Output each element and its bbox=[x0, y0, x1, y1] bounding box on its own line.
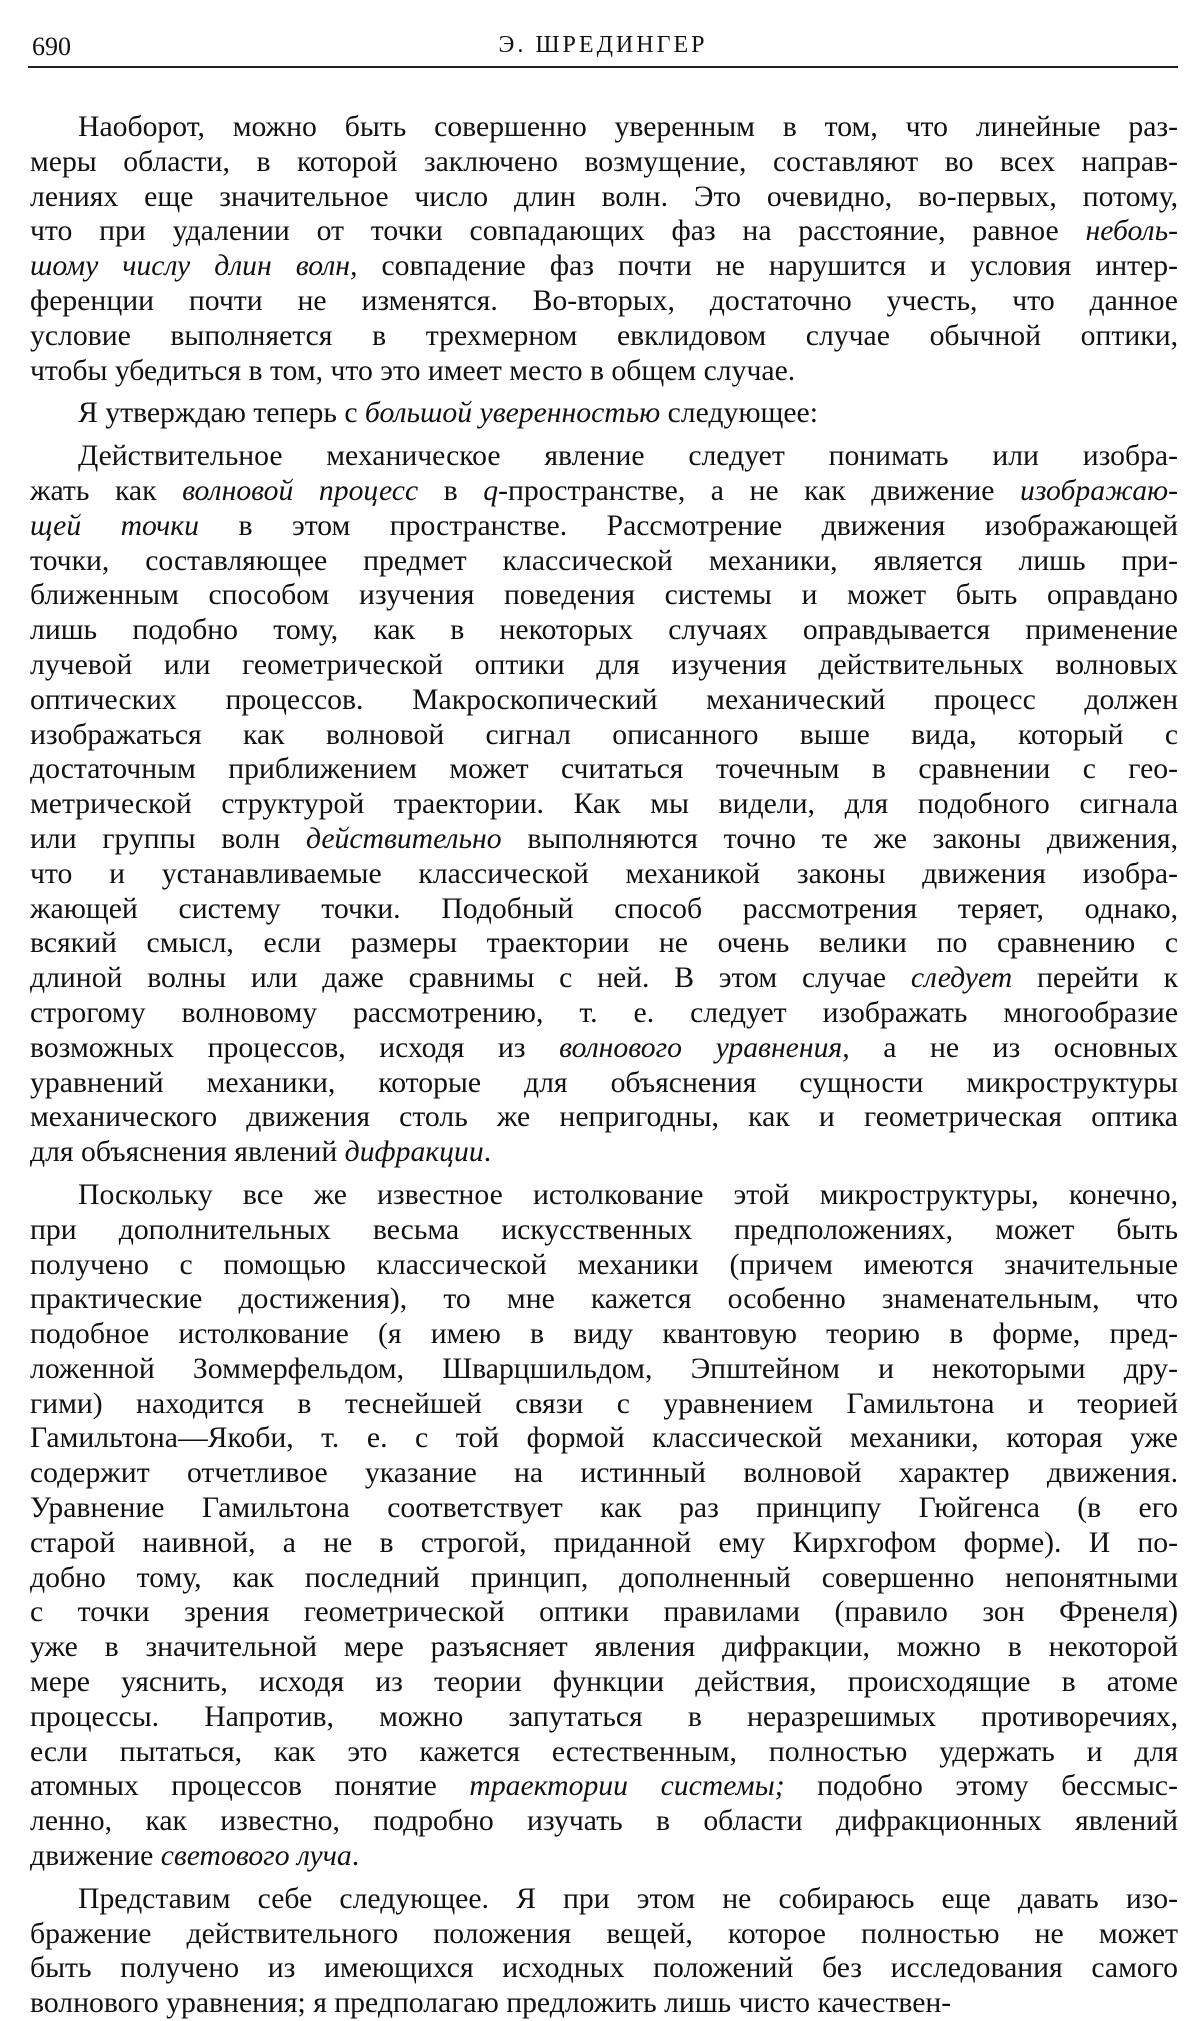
text-line: уравнений механики, которые для объяснения сущности микроструктуры bbox=[30, 1066, 1178, 1099]
text-line: Наоборот, можно быть совершенно уверенным в том, что линейные раз- bbox=[78, 111, 1178, 143]
text-line: длиной волны или даже сравнимы с ней. В этом случае следует перейти к bbox=[30, 962, 1178, 995]
text-line: атомных процессов понятие траектории системы; подобно этому бессмыс- bbox=[30, 1770, 1178, 1803]
text-line: лучевой или геометрической оптики для изучения действительных волновых bbox=[30, 648, 1178, 681]
text-line: всякий смысл, если размеры траектории не очень велики по сравнению с bbox=[30, 927, 1178, 960]
text-line: ференции почти не изменятся. Во-вторых, достаточно учесть, что данное bbox=[30, 284, 1178, 317]
text-line: оптических процессов. Макроскопический механический процесс должен bbox=[30, 683, 1178, 716]
text-line: Представим себе следующее. Я при этом не собираюсь еще давать изо- bbox=[78, 1882, 1178, 1915]
text-line: при дополнительных весьма искусственных предположениях, может быть bbox=[30, 1213, 1178, 1246]
text-line: содержит отчетливое указание на истинный волновой характер движения. bbox=[30, 1457, 1178, 1490]
text-line: Уравнение Гамильтона соответствует как раз принципу Гюйгенса (в его bbox=[30, 1492, 1178, 1525]
text-line: ленно, как известно, подробно изучать в области дифракционных явлений bbox=[30, 1805, 1178, 1838]
text-line: старой наивной, а не в строгой, приданной ему Кирхгофом форме). И по- bbox=[30, 1526, 1178, 1559]
text-line: чтобы убедиться в том, что это имеет место в общем случае. bbox=[30, 354, 796, 387]
text-line: шому числу длин волн, совпадение фаз почти не нарушится и условия интер- bbox=[30, 250, 1178, 283]
text-line: ближенным способом изучения поведения системы и может быть оправдано bbox=[30, 579, 1178, 612]
text-line: Гамильтона—Якоби, т. е. с той формой классической механики, которая уже bbox=[30, 1422, 1178, 1455]
text-line: добно тому, как последний принцип, дополненный совершенно непонятными bbox=[30, 1561, 1178, 1594]
text-line: Действительное механическое явление следует понимать или изобра- bbox=[78, 440, 1178, 473]
page-number: 690 bbox=[32, 32, 71, 61]
text-line: метрической структурой траектории. Как мы видели, для подобного сигнала bbox=[30, 788, 1178, 821]
text-line: строгому волновому рассмотрению, т. е. следует изображать многообразие bbox=[30, 996, 1178, 1029]
running-title: Э. ШРЕДИНГЕР bbox=[498, 32, 708, 58]
text-line: лишь подобно тому, как в некоторых случаях оправдывается применение bbox=[30, 614, 1178, 647]
text-line: Я утверждаю теперь с большой уверенностью следующее: bbox=[78, 397, 818, 430]
paragraph bbox=[30, 396, 1178, 431]
paragraph bbox=[30, 439, 1178, 1170]
text-line: если пытаться, как это кажется естественным, полностью удержать и для bbox=[30, 1735, 1178, 1768]
text-line: гими) находится в теснейшей связи с уравнением Гамильтона и теорией bbox=[30, 1387, 1178, 1420]
text-line: процессы. Напротив, можно запутаться в неразрешимых противоречиях, bbox=[30, 1700, 1178, 1733]
text-line: получено с помощью классической механики (причем имеются значительные bbox=[30, 1248, 1178, 1281]
text-line: мере уяснить, исходя из теории функции действия, происходящие в атоме bbox=[30, 1666, 1178, 1699]
text-line: или группы волн действительно выполняются точно те же законы движения, bbox=[30, 822, 1178, 855]
text-line: жающей систему точки. Подобный способ рассмотрения теряет, однако, bbox=[30, 892, 1178, 925]
text-line: изображаться как волновой сигнал описанного выше вида, который с bbox=[30, 718, 1178, 751]
paragraph bbox=[30, 1882, 1178, 2021]
text-line: движение светового луча. bbox=[30, 1840, 360, 1873]
text-line: механического движения столь же непригодны, как и геометрическая оптика bbox=[30, 1101, 1178, 1134]
body-text bbox=[30, 110, 1178, 2021]
text-line: ложенной Зоммерфельдом, Шварцшильдом, Эпштейном и некоторыми дру- bbox=[30, 1352, 1178, 1385]
text-line: Поскольку все же известное истолкование этой микроструктуры, конечно, bbox=[78, 1178, 1178, 1211]
text-line: точки, составляющее предмет классической механики, является лишь при- bbox=[30, 544, 1178, 577]
text-line: быть получено из имеющихся исходных положений без исследования самого bbox=[30, 1952, 1178, 1985]
text-line: с точки зрения геометрической оптики правилами (правило зон Френеля) bbox=[30, 1596, 1178, 1629]
text-line: подобное истолкование (я имею в виду квантовую теорию в форме, пред- bbox=[30, 1318, 1178, 1351]
text-line: уже в значительной мере разъясняет явления дифракции, можно в некоторой bbox=[30, 1631, 1178, 1664]
text-line: бражение действительного положения вещей, которое полностью не может bbox=[30, 1917, 1178, 1950]
text-line: меры области, в которой заключено возмущение, составляют во всех направ- bbox=[30, 145, 1178, 178]
paragraph bbox=[30, 1178, 1178, 1874]
page-header bbox=[28, 28, 1178, 68]
text-line: волнового уравнения; я предполагаю предложить лишь чисто качествен- bbox=[30, 1987, 952, 2020]
text-line: для объяснения явлений дифракции. bbox=[30, 1136, 492, 1169]
text-line: лениях еще значительное число длин волн. Это очевидно, во-первых, потому, bbox=[30, 180, 1178, 213]
text-line: возможных процессов, исходя из волнового уравнения, а не из основных bbox=[30, 1031, 1178, 1064]
paragraph bbox=[30, 110, 1178, 388]
text-line: щей точки в этом пространстве. Рассмотрение движения изображающей bbox=[30, 509, 1178, 542]
text-line: что при удалении от точки совпадающих фаз на расстояние, равное неболь- bbox=[30, 215, 1178, 248]
text-line: что и устанавливаемые классической механикой законы движения изобра- bbox=[30, 857, 1178, 890]
text-line: достаточным приближением может считаться точечным в сравнении с гео- bbox=[30, 753, 1178, 786]
text-line: жать как волновой процесс в q-пространстве, а не как движение изображаю- bbox=[30, 474, 1178, 507]
text-line: практические достижения), то мне кажется особенно знаменательным, что bbox=[30, 1283, 1178, 1316]
text-line: условие выполняется в трехмерном евклидовом случае обычной оптики, bbox=[30, 319, 1178, 352]
